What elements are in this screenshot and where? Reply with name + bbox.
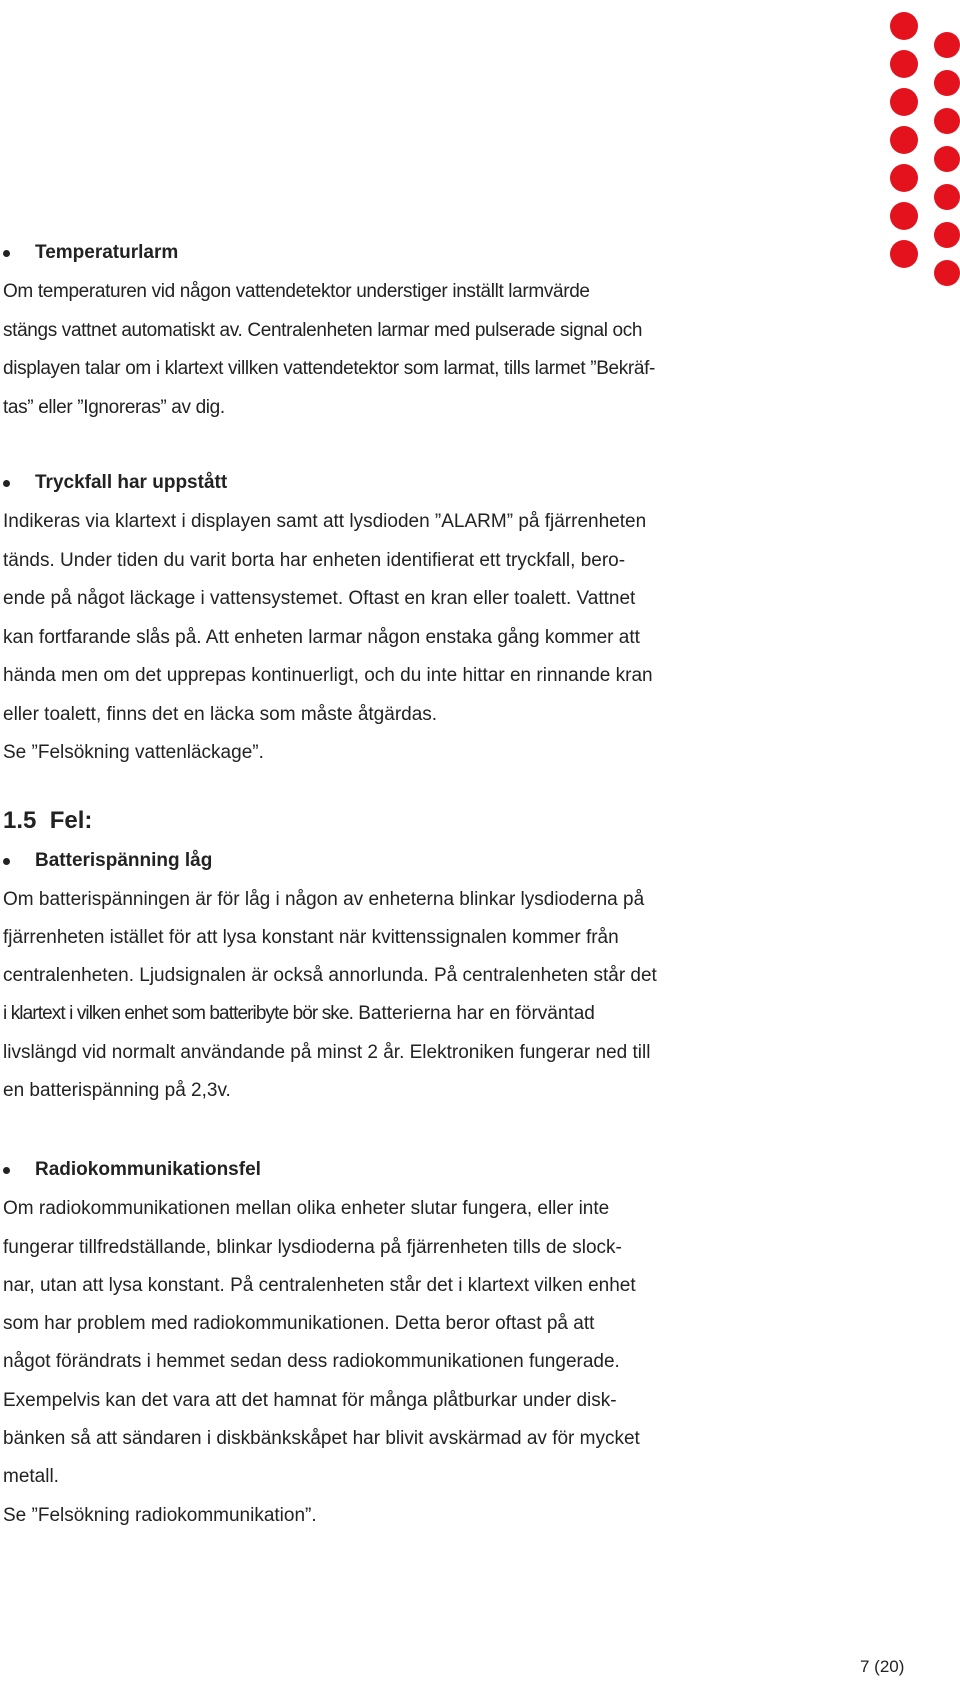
pressure-paragraph (3, 503, 723, 773)
brand-dot (934, 184, 960, 210)
brand-dot (890, 164, 918, 192)
brand-dot (934, 70, 960, 96)
brand-dot-pattern (888, 6, 960, 306)
text-line: tas” eller ”Ignoreras” av dig. (3, 396, 225, 418)
text-line: Om batterispänningen är för låg i någon av enheterna blinkar lysdioderna på (3, 888, 645, 910)
text-line: nar, utan att lysa konstant. På centralenheten står det i klartext vilken enhet (3, 1274, 636, 1296)
text-line: centralenheten. Ljudsignalen är också annorlunda. På centralenheten står det (3, 965, 657, 987)
text-line: eller toalett, finns det en läcka som måste åtgärdas. (3, 703, 438, 725)
text-line: stängs vattnet automatiskt av. Centralenheten larmar med pulserade signal och (3, 319, 643, 341)
section-heading-temperature (3, 233, 723, 273)
spacer (3, 1110, 723, 1150)
section-heading-battery (3, 841, 723, 881)
bullet-icon (3, 480, 10, 487)
heading-text: Batterispänning låg (35, 849, 213, 871)
text-line: kan fortfarande slås på. Att enheten larmar någon enstaka gång kommer att (3, 626, 640, 648)
temperature-paragraph (3, 273, 723, 427)
text-line-condensed: i klartext i vilken enhet som batteribyte bör ske. (3, 1003, 353, 1025)
brand-dot (934, 146, 960, 172)
text-line: Exempelvis kan det vara att det hamnat för många plåtburkar under disk- (3, 1389, 617, 1411)
bullet-icon (3, 858, 10, 865)
radio-paragraph (3, 1190, 723, 1535)
text-line: Om radiokommunikationen mellan olika enheter slutar fungera, eller inte (3, 1198, 610, 1220)
text-line: fungerar tillfredställande, blinkar lysdioderna på fjärrenheten tills de slock- (3, 1236, 622, 1258)
section-heading-radio (3, 1150, 723, 1190)
bullet-icon (3, 1167, 10, 1174)
brand-dot (890, 240, 918, 268)
heading-text: Tryckfall har uppstått (35, 472, 228, 493)
section-heading-pressure (3, 463, 723, 503)
text-line: Om temperaturen vid någon vattendetektor understiger inställt larmvärde (3, 281, 590, 302)
brand-dot (890, 50, 918, 78)
text-line: en batterispänning på 2,3v. (3, 1079, 231, 1101)
brand-dot (934, 260, 960, 286)
text-line: Indikeras via klartext i displayen samt att lysdioden ”ALARM” på fjärrenheten (3, 511, 647, 532)
text-line: metall. (3, 1466, 59, 1488)
text-line: Se ”Felsökning vattenläckage”. (3, 742, 264, 763)
text-line: fjärrenheten istället för att lysa konstant när kvittenssignalen kommer från (3, 926, 619, 948)
text-line-rest: Batterierna har en förväntad (352, 1003, 595, 1025)
text-line: livslängd vid normalt användande på minst 2 år. Elektroniken fungerar ned till (3, 1041, 651, 1063)
brand-dot (890, 202, 918, 230)
heading-text: Radiokommunikationsfel (35, 1159, 261, 1181)
brand-dot (934, 108, 960, 134)
bullet-icon (3, 250, 10, 257)
brand-dot (934, 32, 960, 58)
brand-dot (934, 222, 960, 248)
text-line: något förändrats i hemmet sedan dess radiokommunikationen fungerade. (3, 1351, 620, 1373)
text-line: tänds. Under tiden du varit borta har enheten identifierat ett tryckfall, bero- (3, 549, 626, 571)
page-number: 7 (20) (860, 1657, 905, 1676)
text-line: ende på något läckage i vattensystemet. Oftast en kran eller toalett. Vattnet (3, 588, 636, 609)
battery-paragraph (3, 881, 723, 1111)
text-line: displayen talar om i klartext villken vattendetektor som larmat, tills larmet ”Bekräf- (3, 358, 656, 379)
heading-text: Temperaturlarm (35, 242, 179, 263)
text-line: som har problem med radiokommunikationen. Detta beror oftast på att (3, 1313, 595, 1335)
text-line: Se ”Felsökning radiokommunikation”. (3, 1504, 317, 1526)
brand-dot (890, 88, 918, 116)
document-body (3, 233, 723, 1535)
text-line: bänken så att sändaren i diskbänkskåpet har blivit avskärmad av för mycket (3, 1428, 640, 1450)
text-line: hända men om det upprepas kontinuerligt, och du inte hittar en rinnande kran (3, 665, 653, 686)
brand-dot (890, 126, 918, 154)
spacer (3, 427, 723, 463)
section-title-errors: 1.5 Fel: (3, 806, 93, 834)
brand-dot (890, 12, 918, 40)
